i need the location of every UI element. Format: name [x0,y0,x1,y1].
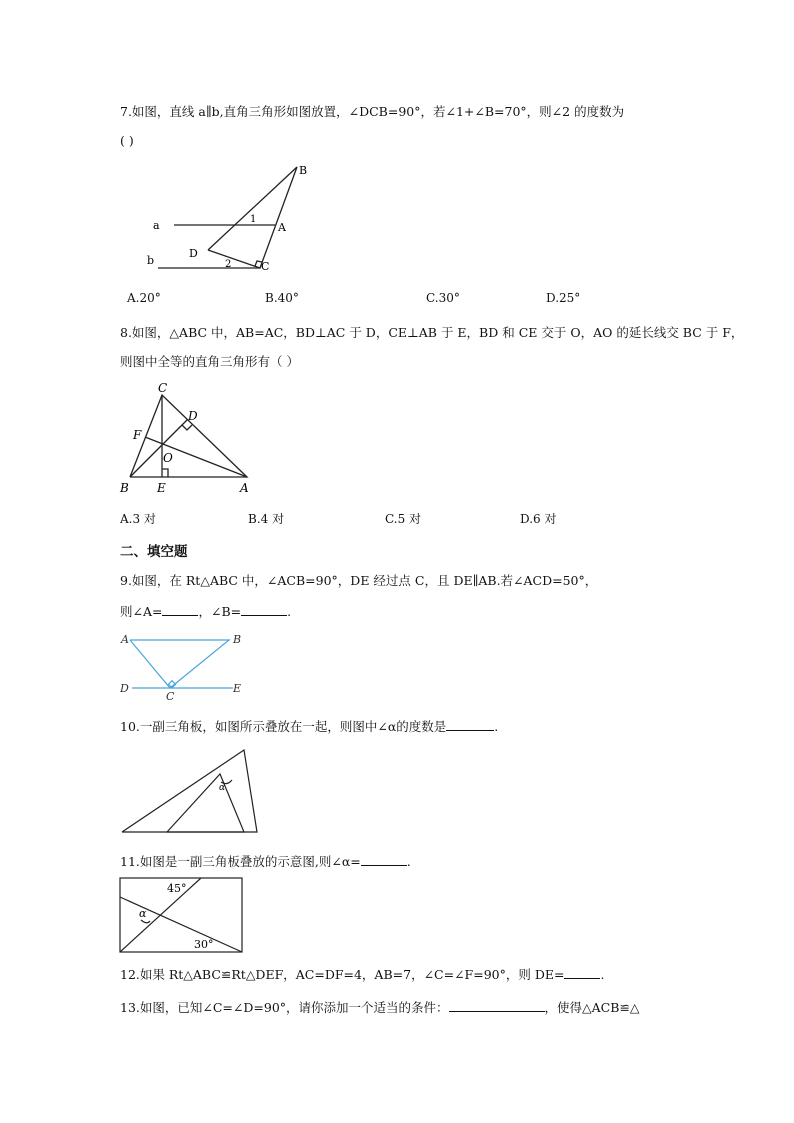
q8-figure [112,380,262,500]
q8-label-O: O [163,451,173,465]
q11-label-30: 30° [194,938,214,951]
q7-label-A: A [278,221,286,234]
q11-suffix: . [406,854,411,869]
q11-label-45: 45° [167,882,187,895]
q7-option-b: B.40° [265,291,299,305]
q9-triangle [130,640,229,688]
q8-option-b: B.4 对 [248,512,285,526]
q8-label-D: D [188,409,198,423]
q8-right-angle-D [182,425,192,430]
q7-stem: 7.如图，直线 a∥b,直角三角形如图放置，∠DCB=90°，若∠1+∠B=70°，则∠2 的度数为 [120,104,625,119]
q8-segment-AF [145,437,247,477]
q13-stem: 13.如图，已知∠C=∠D=90°，请你添加一个适当的条件： [120,1000,449,1015]
q10-stem: 10.一副三角板，如图所示叠放在一起，则图中∠α的度数是 [120,719,447,734]
q7-label-D: D [189,247,198,260]
section-heading-fill-in: 二、填空题 [120,544,188,560]
q11-stem: 11.如图是一副三角板叠放的示意图,则∠α= [120,854,361,869]
q7-option-d: D.25° [546,291,581,305]
q9-suffix: . [287,604,292,619]
q13-text [120,998,640,1016]
q9-blank-angle-B[interactable] [241,615,287,616]
q8-option-a: A.3 对 [120,512,156,526]
q8-triangle [130,395,247,477]
q11-blank-alpha[interactable] [361,865,407,866]
q13-blank-condition[interactable] [449,1011,545,1012]
q8-options [120,510,680,526]
q9-label-A: A [121,633,129,646]
q9-blank-angle-A[interactable] [162,615,198,616]
q8-label-B: B [120,481,129,495]
q8-label-A: A [240,481,249,495]
q7-label-C: C [261,260,270,273]
q7-options [120,291,680,307]
q9-label-B: B [233,633,242,646]
q12-blank-DE[interactable] [564,978,600,979]
q10-set-square-1 [122,750,257,832]
q8-label-E: E [157,481,166,495]
q10-set-square-2 [167,774,244,832]
q11-alpha-arc [141,920,150,923]
q9-label-D: D [120,682,129,695]
q11-diagonal-45 [120,878,201,952]
q11-figure [119,877,244,955]
q8-right-angle-E [162,469,168,477]
q8-option-d: D.6 对 [520,512,557,526]
q7-option-a: A.20° [127,291,161,305]
q9-label-C: C [166,690,175,703]
q10-text [120,717,498,735]
q7-option-c: C.30° [426,291,460,305]
q12-stem: 12.如果 Rt△ABC≌Rt△DEF，AC=DF=4，AB=7，∠C=∠F=90°，则 DE= [120,967,565,982]
q12-text [120,965,604,983]
q7-label-a: a [153,219,160,232]
q10-suffix: . [494,719,499,734]
q9-prefix-A: 则∠A= [120,604,163,619]
q10-label-alpha: α [219,783,226,793]
q7-label-1: 1 [250,214,257,225]
q9-figure [116,630,256,703]
q9-label-E: E [233,682,242,695]
q9-line1: 9.如图，在 Rt△ABC 中，∠ACB=90°，DE 经过点 C，且 DE∥AB.若∠ACD=50°， [120,573,598,588]
q7-label-b: b [147,254,155,267]
q7-label-2: 2 [225,259,232,270]
q7-label-B: B [299,164,308,177]
q13-suffix: ，使得△ACB≌△ [544,1000,640,1015]
q9-prefix-B: ，∠B= [198,604,242,619]
q8-label-F: F [133,428,142,442]
q8-option-c: C.5 对 [385,512,422,526]
q11-text [120,852,411,870]
q12-suffix: . [600,967,605,982]
q10-blank-alpha[interactable] [446,730,494,731]
q8-line1: 8.如图，△ABC 中，AB=AC，BD⊥AC 于 D，CE⊥AB 于 E，BD 和 CE 交于 O，AO 的延长线交 BC 于 F， [120,325,744,340]
q7-answer-paren: ( ) [120,133,134,148]
q8-label-C: C [158,381,168,395]
q8-line2: 则图中全等的直角三角形有（ ） [120,354,299,369]
q11-diagonal-30 [120,897,242,952]
q11-label-alpha: α [139,907,147,920]
q10-figure [120,746,260,836]
q9-line2 [120,602,291,620]
q7-figure [140,158,320,278]
